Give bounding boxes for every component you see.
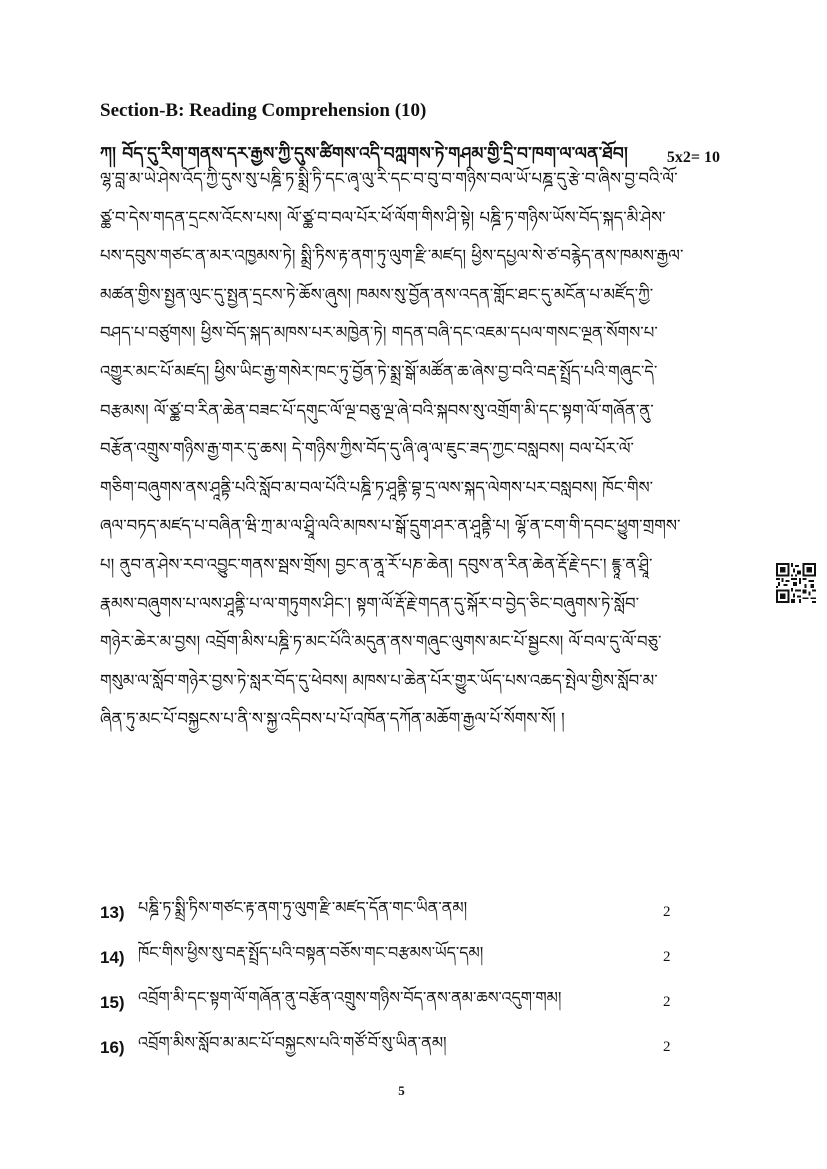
question-text: འབྲོག་མི་དང་སྟག་ལོ་གཞོན་ནུ་བརྩོན་འགྲུས་གཉིས་བོད་ནས་ནམ་ཆས་འདུག་གམ། [138, 988, 562, 1007]
question-heading-marks: 5x2= 10 [666, 149, 720, 166]
question-number: 13) [100, 902, 125, 922]
question-number: 16) [100, 1037, 125, 1057]
passage-line: རྣམས་བཞུགས་པ་ལས་ཤཱནྟི་པ་ལ་གཏུགས་ཤིང་། སྟག་ལོ་རྡོ་རྗེ་གདན་དུ་སྐོར་བ་བྱེད་ཅིང་བཞུགས་ཏེ་སློབ་ [100, 593, 640, 613]
question-text: པཎྜི་ཏ་སྨྲི་ཏིས་གཙང་རྟ་ནག་ཏུ་ལུག་རྫི་མཛད་དོན་གང་ཡིན་ནམ། [138, 898, 468, 917]
question-marks: 2 [663, 1039, 671, 1055]
passage-line: ཞིན་ཏུ་མང་པོ་བསྐྱངས་པ་ནི་ས་སྐྱ་འདིབས་པ་པོ་འཁོན་དཀོན་མཆོག་རྒྱལ་པོ་སོགས་སོ། ། [100, 709, 565, 729]
passage-line: ཞལ་བཏད་མཛད་པ་བཞིན་ཝི་ཀྲ་མ་ལ་ཤྲཱི་ལའི་མཁས་པ་སྒོ་དྲུག་ཤར་ན་ཤཱནྟི་པ། ལྷོ་ན་ངག་གི་དབང་ཕྱུག་གྲགས་ [100, 516, 681, 536]
question-heading-text: ཀ། བོད་དུ་རིག་གནས་དར་རྒྱས་ཀྱི་དུས་ཚིགས་འདི་བཀླགས་ཏེ་གཤམ་གྱི་དྲི་བ་ཁག་ལ་ལན་ཐོབ། [100, 144, 628, 164]
passage-line: གཉེར་ཆེར་མ་བྱས། འབྲོག་མིས་པཎྜི་ཏ་མང་པོའི་མདུན་ནས་གཞུང་ལུགས་མང་པོ་སྦྱངས། ལོ་བལ་དུ་ལོ་བཅུ་ [100, 632, 662, 652]
question-list [100, 890, 710, 1070]
question-item [100, 935, 710, 980]
passage-line: བརྩོན་འགྲུས་གཉིས་རྒྱ་གར་དུ་ཆས། དེ་གཉིས་ཀྱིས་བོད་དུ་ཞི་ཞྭ་ལ་ཇུང་ཟད་ཀྱང་བསླབས། བལ་པོར་ལོ་ [100, 439, 634, 459]
question-text: ཁོང་གིས་ཕྱིས་སུ་བརྡ་སྤྲོད་པའི་བསྟན་བཅོས་གང་བརྩམས་ཡོད་དམ། [138, 943, 484, 962]
passage-line: པས་དབུས་གཙང་ན་མར་འཁྱམས་ཏེ། སྨྲི་ཏིས་རྟ་ནག་ཏུ་ལུག་རྫི་མཛད། ཕྱིས་དཔྱལ་སེ་ཙ་བརྙེད་ནས་ཁམས་རྒྱལ་ [100, 246, 684, 266]
question-item [100, 980, 710, 1025]
question-marks: 2 [663, 949, 671, 965]
passage-line: ལྷ་བླ་མ་ཡེ་ཤེས་འོད་ཀྱི་དུས་སུ་པཎྜི་ཏ་སྨྲི་ཏི་དང་ཞྭ་ལུ་རི་དང་བ་བུ་བ་གཉིས་བལ་ཡོ་པཎྜ་དུ་རྩེ་བ་ཞིས་བྱ་བའི་ལོ་ [100, 169, 678, 188]
passage-line: བཤད་པ་བཙུགས། ཕྱིས་བོད་སྐད་མཁས་པར་མཁྱེན་ཏེ། གདན་བཞི་དང་འཇམ་དཔལ་གསང་ལྔན་སོགས་པ་ [100, 323, 658, 343]
passage-line: ཙྪ་བ་དེས་གདན་དྲངས་འོངས་པས། ལོ་ཙྪ་བ་བལ་པོར་ཕོ་ལོག་གིས་ཤི་སྟེ། པཎྜི་ཏ་གཉིས་ཡོས་བོད་སྐད་མི་ཤེས་ [100, 207, 666, 227]
passage-line: མཚན་གྱིས་སྤྱན་ལུང་དུ་སྤྱན་དྲངས་ཏེ་ཆོས་ཞུས། ཁམས་སུ་བྱོན་ནས་འདན་གློང་ཐང་དུ་མངོན་པ་མཛོད་ཀྱི་ [100, 284, 654, 304]
passage-line: འགྱུར་མང་པོ་མཛད། ཕྱིས་ཡིང་རྒྱ་གསེར་ཁང་ཏུ་བྱོན་ཏེ་སྨྲ་སྒོ་མཚོན་ཆ་ཞེས་བྱ་བའི་བརྡ་སྤྲོད་པའི་གཞུང་དེ་ [100, 361, 658, 381]
question-item [100, 1025, 710, 1070]
question-text: འབྲོག་མིས་སློབ་མ་མང་པོ་བསྐྱངས་པའི་གཙོ་བོ་སུ་ཡིན་ནམ། [138, 1033, 447, 1052]
question-number: 14) [100, 947, 125, 967]
qr-code-icon [776, 563, 816, 603]
question-marks: 2 [663, 994, 671, 1010]
question-marks: 2 [663, 904, 671, 920]
passage [100, 160, 710, 739]
page-number: 5 [398, 1083, 405, 1098]
passage-line: གཅིག་བཞུགས་ནས་ཤཱནྟི་པའི་སློབ་མ་བལ་པོའི་པཎྜི་ཏ་ཤཱནྟི་བྷ་དྲ་ལས་སྐད་ལེགས་པར་བསླབས། ཁོང་གིས་ [100, 477, 654, 497]
passage-line: གསུམ་ལ་སློབ་གཉེར་བྱས་ཏེ་སླར་བོད་དུ་ཕེབས། མཁས་པ་ཆེན་པོར་གྱུར་ཡོད་པས་འཆད་སྤེལ་གྱིས་སློབ་མ་ [100, 670, 658, 690]
question-item [100, 890, 710, 935]
section-title: Section-B: Reading Comprehension (10) [100, 100, 427, 121]
question-number: 15) [100, 992, 125, 1012]
passage-line: བརྩམས། ལོ་ཙྪ་བ་རིན་ཆེན་བཟང་པོ་དགུང་ལོ་ལྔ་བཅུ་ལྔ་ཞེ་བའི་སྐབས་སུ་འགྲོག་མི་དང་སྟག་ལོ་གཞོན་ནུ་ [100, 400, 654, 420]
passage-line: པ། ནུབ་ན་ཤེས་རབ་འབྱུང་གནས་སྦས་གྲོས། བྱང་ན་ནཱ་རོ་པཎ་ཆེན། དབུས་ན་རིན་ཆེན་རྡོ་རྗེ་དང་། ཇྙཱ་ན་ཤྲཱི་ [100, 554, 653, 574]
